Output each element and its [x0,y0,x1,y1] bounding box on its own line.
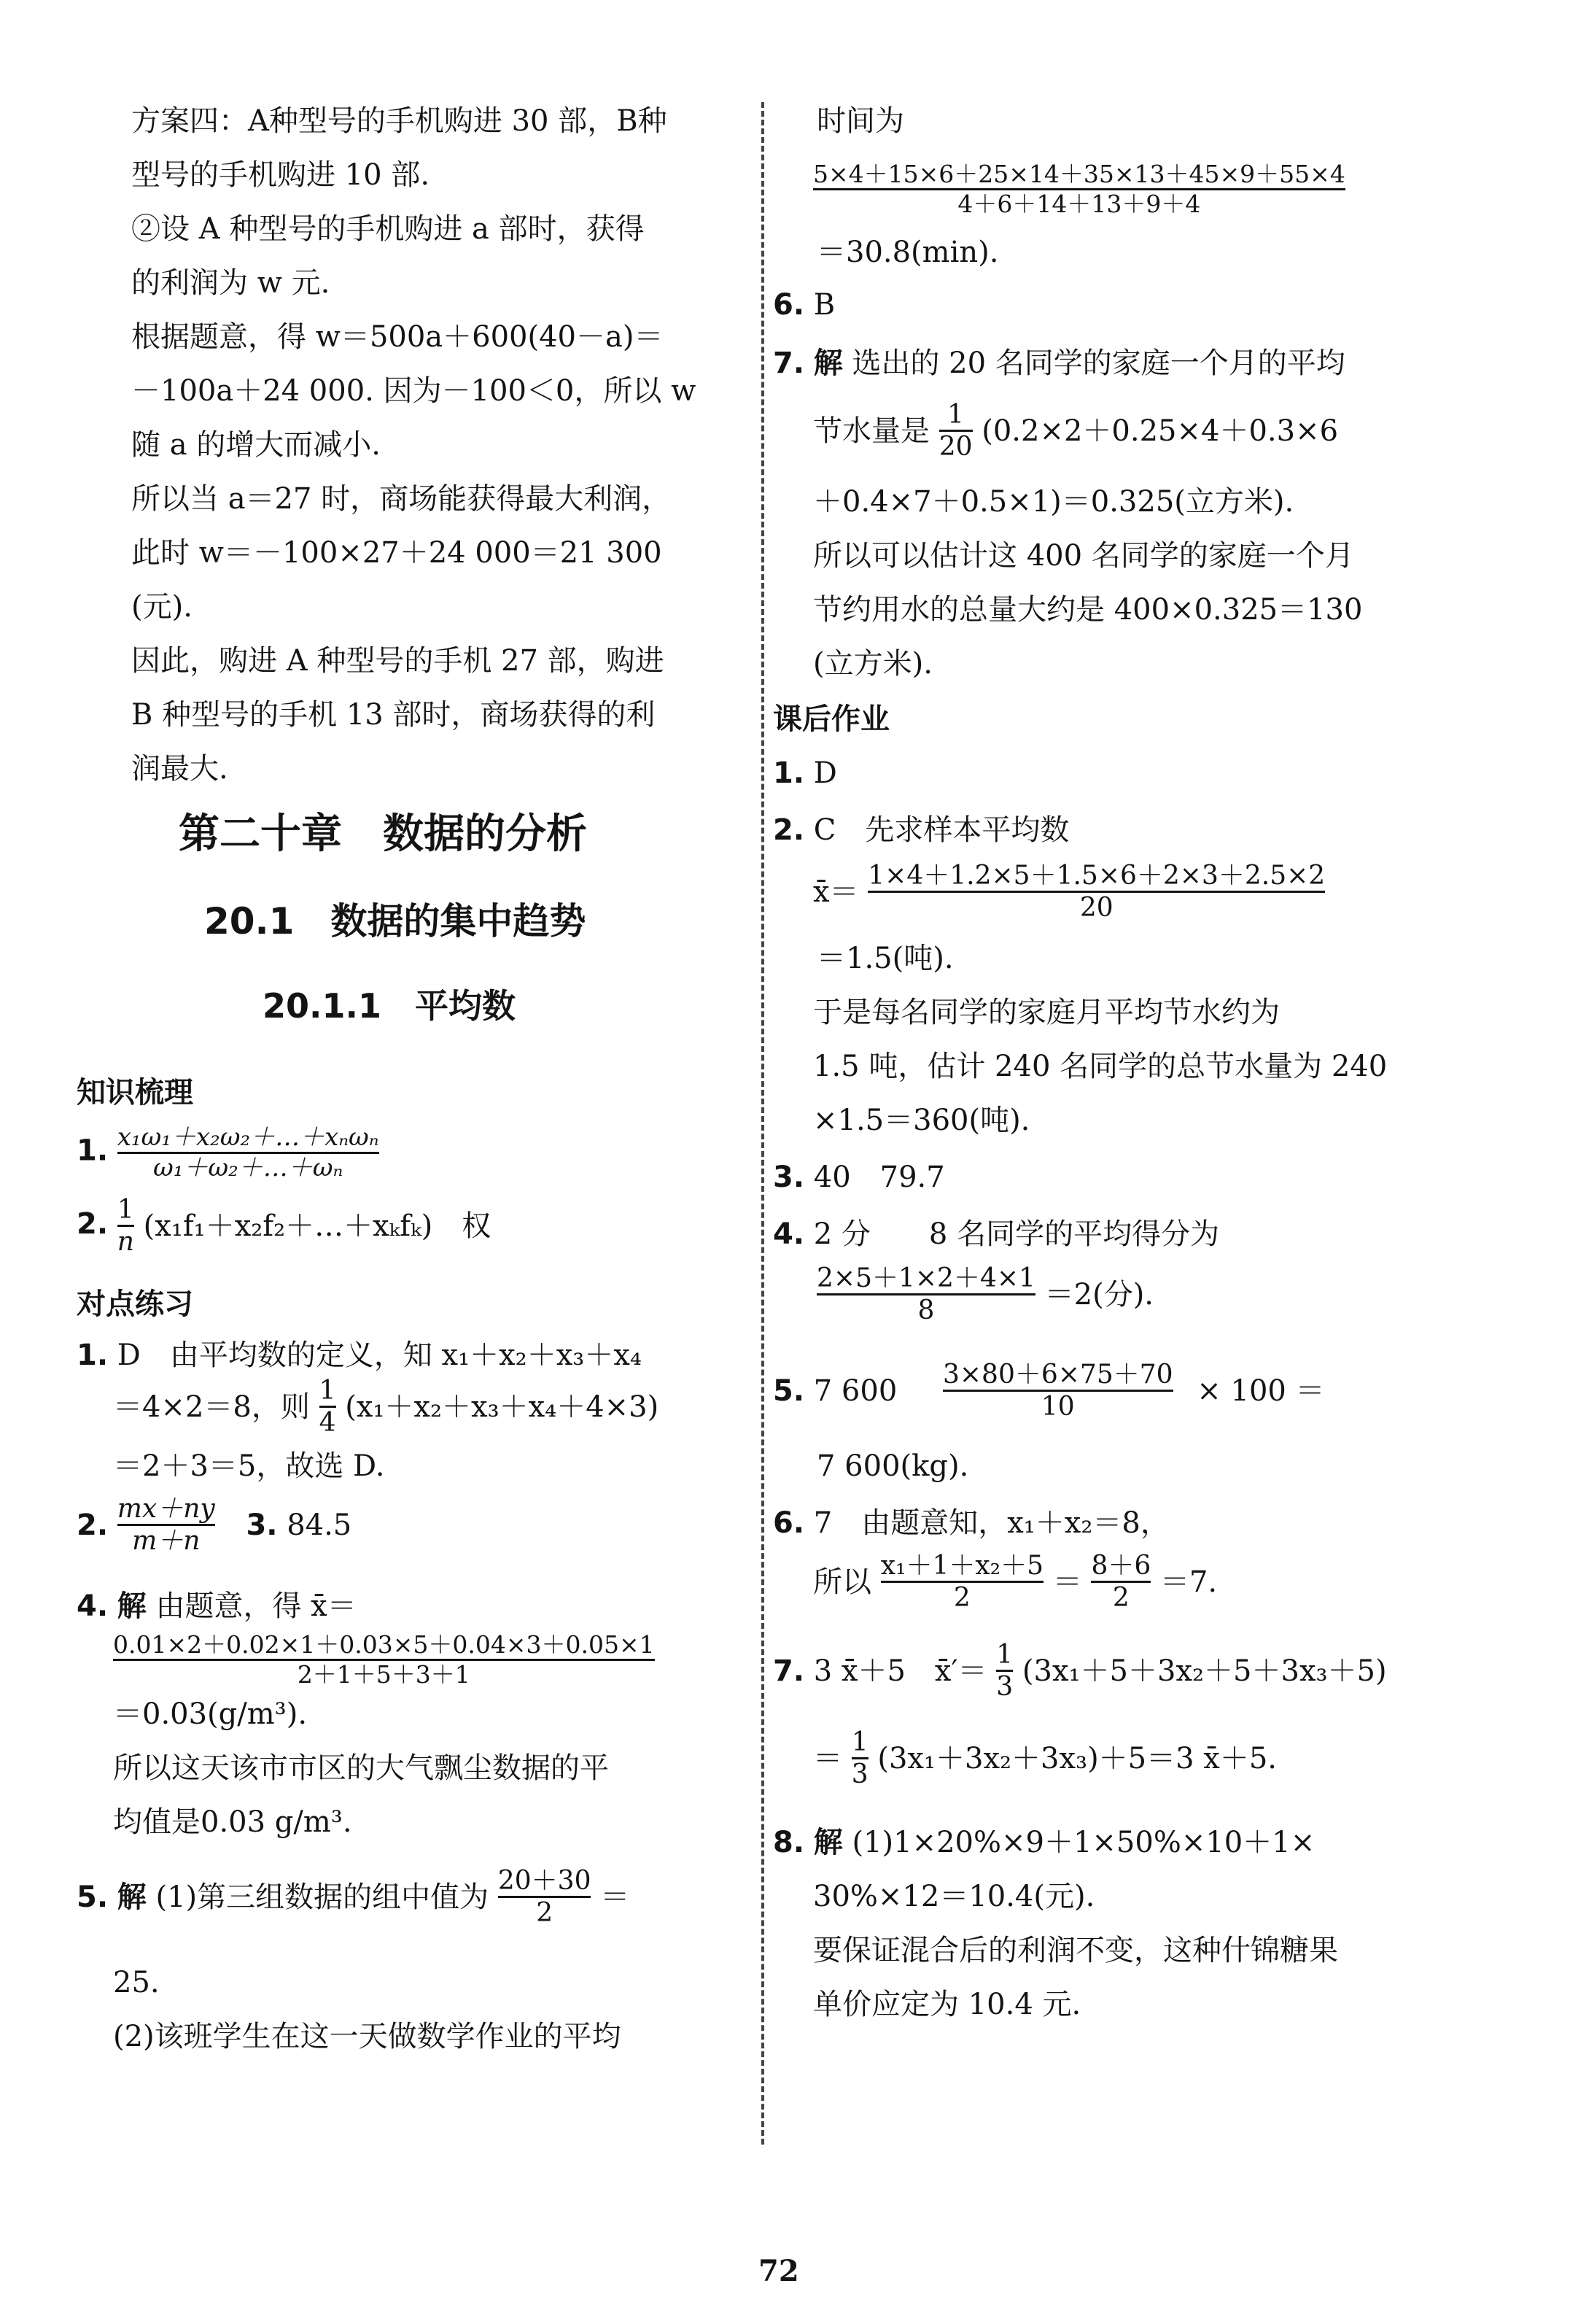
item-h6-formula [813,1551,1217,1614]
item-h8 [773,1828,1315,1857]
text-line: D 由平均数的定义，知 x₁＋x₂＋x₃＋x₄ [117,1339,642,1372]
text-line: 根据题意，得 w＝500a＋600(40－a)＝ [131,320,664,354]
fraction [117,1494,215,1557]
solution-label: 解 [117,1880,147,1914]
item-number: 1. [77,1134,109,1168]
fraction [498,1866,591,1929]
item-h4 [773,1217,1220,1251]
text-line: 节约用水的总量大约是 400×0.325＝130 [813,593,1363,627]
text-segment: 7 600 [813,1374,898,1408]
text-line: 30%×12＝10.4(元). [813,1880,1095,1913]
numerator: x₁ω₁＋x₂ω₂＋…＋xₙωₙ [117,1123,379,1152]
item-number: 1. [773,756,805,790]
text-segment: 7 由题意知，x₁＋x₂＝8， [813,1506,1170,1540]
fraction [852,1727,868,1790]
item-h7 [773,1640,1387,1703]
item-number: 4. [773,1217,805,1251]
text-line: 所以当 a＝27 时，商场能获得最大利润， [131,482,672,516]
heading-knowledge: 知识梳理 [77,1076,193,1109]
text-line: ＋0.4×7＋0.5×1)＝0.325(立方米). [813,485,1294,519]
answer-value: B [813,288,836,322]
heading-homework: 课后作业 [773,702,890,736]
text-line: 7 600(kg). [817,1449,969,1483]
numerator: 2×5＋1×2＋4×1 [817,1263,1035,1293]
formula-text: (x₁f₁＋x₂f₂＋…＋xₖfₖ) 权 [143,1209,491,1243]
text-line: 均值是0.03 g/m³. [113,1805,352,1839]
item-h1 [773,756,837,790]
item-d1 [77,1341,642,1370]
fraction [817,1263,1035,1326]
text-line: ＝1.5(吨). [817,942,954,975]
fraction [868,861,1325,923]
numerator: 20＋30 [497,1866,591,1896]
denominator: 4＋6＋14＋13＋9＋4 [813,188,1345,218]
answer-value: 40 79.7 [813,1161,945,1194]
text-line: 时间为 [817,104,904,138]
solution-label: 解 [117,1589,147,1623]
denominator: 8 [817,1293,1035,1325]
numerator: 0.01×2＋0.02×1＋0.03×5＋0.04×3＋0.05×1 [113,1630,655,1659]
fraction [813,160,1345,218]
text-segment: (3x₁＋3x₂＋3x₃)＋5＝3 x̄＋5. [877,1741,1278,1775]
text-line: 于是每名同学的家庭月平均节水约为 [813,996,1280,1029]
item-number: 5. [773,1374,805,1408]
heading-practice: 对点练习 [77,1287,193,1321]
numerator: 1 [319,1376,336,1406]
text-segment: (1)1×20%×9＋1×50%×10＋1× [852,1826,1316,1859]
text-line: 因此，购进 A 种型号的手机 27 部，购进 [131,644,664,678]
fraction [881,1551,1044,1614]
text-line: 25. [113,1966,160,1999]
fraction [939,400,973,462]
item-number: 7. [773,346,805,380]
fraction [117,1123,379,1182]
numerator: x₁＋1＋x₂＋5 [880,1551,1044,1581]
fraction [996,1640,1013,1703]
text-line: ＝0.03(g/m³). [113,1697,308,1731]
chapter-title: 第二十章 数据的分析 [179,810,587,858]
text-segment: 3 x̄＋5 x̄′＝ [813,1654,987,1688]
text-line: 所以可以估计这 400 名同学的家庭一个月 [813,539,1354,573]
denominator: 2 [498,1896,591,1928]
item-number: 6. [773,288,805,322]
item-number: 5. [77,1880,109,1914]
text-segment: 由题意，得 x̄＝ [155,1589,357,1623]
text-line: (元). [131,590,193,624]
item-number: 4. [77,1589,109,1623]
numerator: 8＋6 [1091,1551,1151,1581]
text-line: 此时 w＝－100×27＋24 000＝21 300 [131,536,662,570]
text-segment: x̄＝ [813,875,859,909]
item-number: 1. [77,1339,109,1372]
fraction [113,1631,655,1689]
text-segment: × 100 ＝ [1197,1374,1325,1408]
numerator: 1 [851,1727,868,1757]
denominator: 20 [868,891,1325,923]
text-line: ×1.5＝360(吨). [813,1104,1030,1137]
text-line: 型号的手机购进 10 部. [131,158,430,192]
text-segment: ＝4×2＝8，则 [113,1390,310,1424]
text-line: (立方米). [813,647,933,681]
fraction [943,1360,1173,1422]
item-d1-line2 [113,1376,658,1438]
text-line: －100a＋24 000. 因为－100＜0，所以 w [131,374,696,408]
text-line: 要保证混合后的利润不变，这种什锦糖果 [813,1934,1338,1967]
item-number: 6. [773,1506,805,1540]
item-r6 [773,288,836,322]
text-line: 润最大. [131,752,228,786]
text-segment: ＝ [600,1880,630,1914]
item-number: 2. [77,1206,109,1241]
numerator: 1×4＋1.2×5＋1.5×6＋2×3＋2.5×2 [868,861,1326,891]
text-line: ＝2＋3＝5，故选 D. [113,1449,385,1483]
section-title: 20.1 数据的集中趋势 [204,900,586,942]
big-fraction [113,1631,655,1689]
item-r7-line2 [813,400,1338,462]
item-h7-line2 [813,1727,1277,1790]
fraction [1091,1551,1151,1614]
item-h6 [773,1508,1170,1538]
text-segment: 选出的 20 名同学的家庭一个月的平均 [852,346,1345,380]
denominator: 10 [943,1390,1173,1422]
numerator: 1 [996,1640,1014,1670]
numerator: mx＋ny [117,1494,215,1524]
big-fraction [813,160,1345,218]
text-segment: (x₁＋x₂＋x₃＋x₄＋4×3) [345,1390,659,1424]
denominator: 2 [1091,1581,1151,1613]
text-line: ＝30.8(min). [817,236,999,269]
denominator: 3 [852,1757,868,1789]
item-h2-formula [813,861,1325,923]
text-segment: 所以 [813,1565,871,1599]
item-k2 [77,1195,491,1258]
numerator: 5×4＋15×6＋25×14＋35×13＋45×9＋55×4 [813,160,1345,188]
denominator: 2＋1＋5＋3＋1 [113,1659,655,1689]
text-segment: (0.2×2＋0.25×4＋0.3×6 [982,414,1339,448]
item-number: 3. [773,1161,805,1194]
text-line: 1.5 吨，估计 240 名同学的总节水量为 240 [813,1050,1388,1083]
solution-label: 解 [813,346,843,380]
item-number: 2. [773,813,805,847]
page-number: 72 [758,2254,799,2288]
text-line: 随 a 的增大而减小. [131,428,381,462]
denominator: n [117,1225,134,1257]
item-h5 [773,1360,1325,1422]
subsection-title: 20.1.1 平均数 [263,986,516,1026]
item-number: 7. [773,1654,805,1688]
text-segment: ＝2(分). [1044,1277,1154,1312]
text-segment: 节水量是 [813,414,930,448]
denominator: 20 [939,430,973,462]
text-segment: ＝ [813,1741,842,1775]
item-d2-d3 [77,1494,351,1557]
text-line: 所以这天该市市区的大气飘尘数据的平 [113,1751,609,1785]
text-line: (2)该班学生在这一天做数学作业的平均 [113,2020,621,2053]
text-segment: (1)第三组数据的组中值为 [155,1880,489,1914]
item-number: 3. [246,1508,278,1542]
solution-label: 解 [813,1826,843,1859]
item-k1 [77,1123,379,1182]
item-h2 [773,813,1070,847]
item-h3 [773,1163,945,1192]
text-line: 的利润为 w 元. [131,266,330,300]
denominator: ω₁＋ω₂＋…＋ωₙ [117,1152,379,1182]
text-segment: C 先求样本平均数 [813,813,1070,847]
item-d4 [77,1589,357,1623]
text-line: 单价应定为 10.4 元. [813,1988,1081,2021]
numerator: 3×80＋6×75＋70 [942,1360,1173,1390]
answer-value: 84.5 [287,1508,352,1542]
text-segment: ＝7. [1159,1565,1218,1599]
text-segment: (3x₁＋5＋3x₂＋5＋3x₃＋5) [1022,1654,1387,1688]
denominator: 3 [996,1670,1013,1702]
fraction [319,1376,336,1438]
item-number: 2. [77,1508,109,1542]
text-segment: 2 分 8 名同学的平均得分为 [813,1217,1220,1251]
numerator: 1 [947,400,965,430]
denominator: 2 [881,1581,1044,1613]
answer-value: D [813,756,837,790]
text-segment: ＝ [1052,1565,1082,1599]
item-number: 8. [773,1826,805,1859]
item-d5 [77,1866,629,1929]
numerator: 1 [117,1195,134,1225]
item-h4-formula [817,1263,1154,1326]
fraction [117,1195,134,1258]
text-line: 方案四：A种型号的手机购进 30 部，B种 [131,104,667,138]
denominator: m＋n [117,1524,215,1556]
item-r7 [773,346,1345,380]
column-divider [761,102,764,2145]
denominator: 4 [319,1406,336,1438]
text-line: ②设 A 种型号的手机购进 a 部时，获得 [131,212,645,246]
text-line: B 种型号的手机 13 部时，商场获得的利 [131,698,656,732]
